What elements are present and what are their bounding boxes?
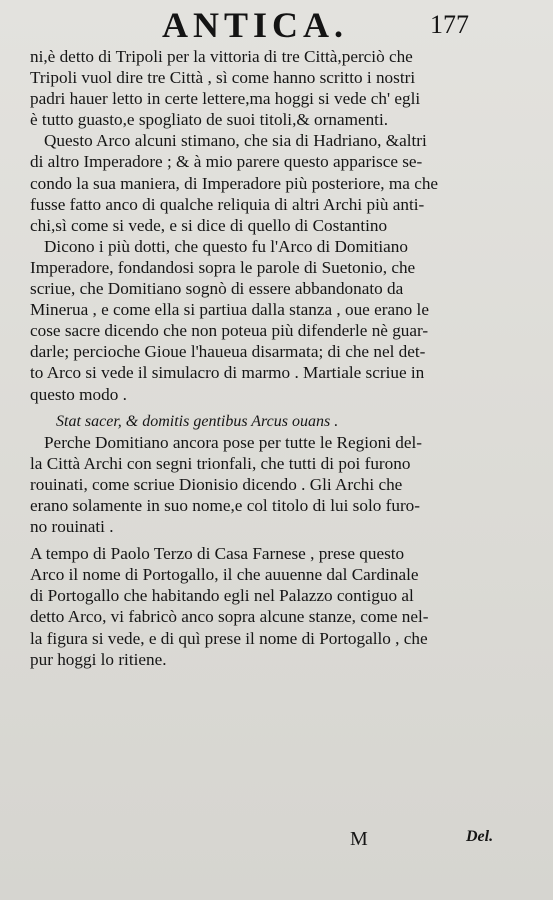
text-line: darle; percioche Gioue l'haueua disarmata; di che nel det-	[30, 342, 426, 362]
text-line: no rouinati .	[30, 517, 114, 537]
text-line: di altro Imperadore ; & à mio parere questo apparisce se-	[30, 152, 423, 172]
text-line: questo modo .	[30, 384, 127, 404]
text-line: Tripoli vuol dire tre Città , sì come hanno scritto i nostri	[30, 68, 416, 88]
page-number: 177	[430, 10, 469, 39]
text-line: è tutto guasto,e spogliato de suoi titoli,& ornamenti.	[30, 110, 389, 130]
page-header	[0, 2, 553, 46]
text-line: to Arco si vede il simulacro di marmo . Martiale scriue in	[30, 363, 425, 383]
text-line: di Portogallo che habitando egli nel Palazzo contiguo al	[30, 586, 414, 606]
text-line: chi,sì come si vede, e si dice di quello di Costantino	[30, 215, 388, 235]
latin-quotation: Stat sacer, & domitis gentibus Arcus ouans .	[56, 412, 339, 430]
text-line: Imperadore, fondandosi sopra le parole di Suetonio, che	[30, 257, 416, 277]
paragraph-start-line: A tempo di Paolo Terzo di Casa Farnese , prese questo	[30, 544, 405, 564]
text-line: pur hoggi lo ritiene.	[30, 649, 167, 669]
text-line: condo la sua maniera, di Imperadore più posteriore, ma che	[30, 173, 439, 193]
text-line: scriue, che Domitiano sognò di essere abbandonato da	[30, 279, 404, 299]
text-line: Minerua , e come ella si partiua dalla stanza , oue erano le	[30, 300, 429, 320]
text-line: erano solamente in suo nome,e col titolo di lui solo furo-	[30, 495, 420, 515]
text-line: detto Arco, vi fabricò anco sopra alcune stanze, come nel-	[30, 607, 429, 627]
running-head: ANTICA.	[162, 5, 349, 45]
text-line: ni,è detto di Tripoli per la vittoria di tre Città,perciò che	[30, 47, 413, 66]
paragraph-start-line: Questo Arco alcuni stimano, che sia di Hadriano, &altri	[44, 131, 427, 151]
catchword: Del.	[466, 828, 494, 845]
text-line: rouinati, come scriue Dionisio dicendo . Gli Archi che	[30, 474, 403, 494]
text-line: la Città Archi con segni trionfali, che tutti di poi furono	[30, 453, 411, 473]
paragraph-start-line: Perche Domitiano ancora pose per tutte le Regioni del-	[44, 432, 422, 452]
body-text	[30, 46, 530, 670]
signature-mark: M	[350, 828, 368, 850]
text-line: Arco il nome di Portogallo, il che auuenne dal Cardinale	[30, 565, 419, 585]
page-footer	[0, 828, 553, 858]
paragraph-start-line: Dicono i più dotti, che questo fu l'Arco di Domitiano	[44, 236, 408, 256]
text-line: padri hauer letto in certe lettere,ma hoggi si vede ch' egli	[30, 89, 421, 109]
text-line: cose sacre dicendo che non poteua più difenderle nè guar-	[30, 321, 429, 341]
text-line: fusse fatto anco di qualche reliquia di altri Archi più anti-	[30, 194, 425, 214]
text-line: la figura si vede, e di quì prese il nome di Portogallo , che	[30, 628, 428, 648]
